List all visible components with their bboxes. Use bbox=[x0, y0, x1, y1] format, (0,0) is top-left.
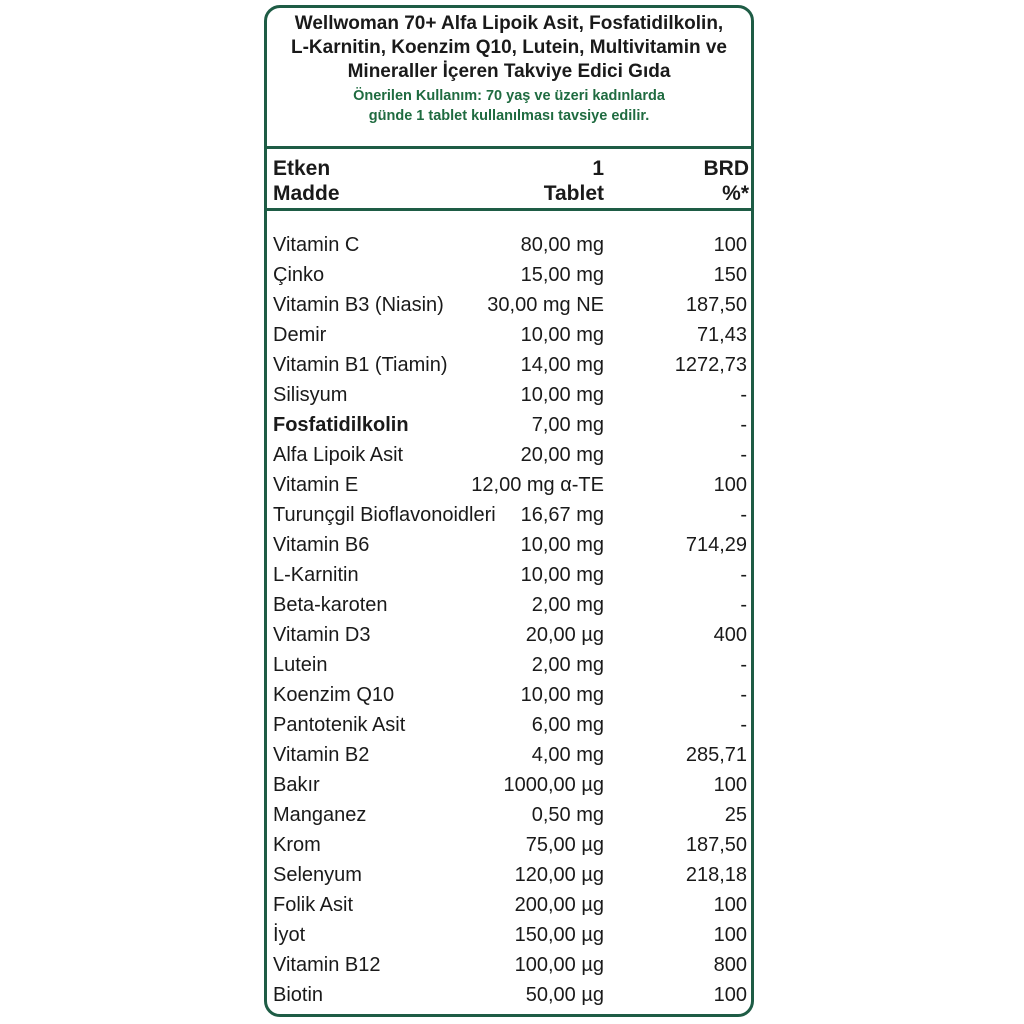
ingredient-amount: 80,00 mg bbox=[520, 234, 604, 256]
ingredient-brd: 150 bbox=[713, 264, 747, 286]
ingredient-name: İyot bbox=[273, 924, 306, 946]
ingredient-name: Demir bbox=[273, 324, 327, 346]
ingredient-name: Selenyum bbox=[273, 864, 362, 886]
table-row bbox=[267, 440, 751, 470]
ingredient-name: L-Karnitin bbox=[273, 564, 359, 586]
ingredient-amount: 1000,00 µg bbox=[503, 774, 604, 796]
ingredient-amount: 30,00 mg NE bbox=[487, 294, 604, 316]
ingredient-amount: 4,00 mg bbox=[531, 744, 604, 766]
ingredient-brd: 25 bbox=[724, 804, 747, 826]
ingredient-amount: 20,00 mg bbox=[520, 444, 604, 466]
ingredient-name: Koenzim Q10 bbox=[273, 684, 395, 706]
ingredient-amount: 10,00 mg bbox=[520, 324, 604, 346]
ingredient-amount: 100,00 µg bbox=[514, 954, 604, 976]
ingredient-brd: 100 bbox=[713, 234, 747, 256]
table-row bbox=[267, 320, 751, 350]
ingredient-brd: - bbox=[740, 594, 747, 616]
table-row bbox=[267, 890, 751, 920]
ingredient-amount: 150,00 µg bbox=[514, 924, 604, 946]
table-row bbox=[267, 830, 751, 860]
product-title bbox=[275, 12, 743, 84]
ingredient-brd: - bbox=[740, 504, 747, 526]
ingredient-name: Vitamin E bbox=[273, 474, 359, 496]
table-row bbox=[267, 500, 751, 530]
ingredient-brd: 714,29 bbox=[685, 534, 747, 556]
table-row bbox=[267, 380, 751, 410]
supplement-facts-panel bbox=[264, 5, 754, 1017]
column-header-line: Tablet bbox=[543, 182, 604, 205]
ingredient-amount: 0,50 mg bbox=[531, 804, 604, 826]
ingredient-brd: 100 bbox=[713, 924, 747, 946]
ingredient-amount: 12,00 mg α-TE bbox=[471, 474, 604, 496]
ingredient-amount: 15,00 mg bbox=[520, 264, 604, 286]
ingredient-name: Beta-karoten bbox=[273, 594, 388, 616]
ingredient-name: Manganez bbox=[273, 804, 367, 826]
ingredient-name: Biotin bbox=[273, 984, 324, 1006]
column-header-active-ingredient bbox=[273, 156, 340, 206]
ingredient-brd: - bbox=[740, 654, 747, 676]
ingredient-name: Çinko bbox=[273, 264, 325, 286]
table-row bbox=[267, 680, 751, 710]
column-header-brd-percent bbox=[639, 156, 749, 206]
column-header-line: %* bbox=[722, 182, 749, 205]
column-header-line: Etken bbox=[273, 157, 331, 180]
table-row bbox=[267, 260, 751, 290]
ingredient-brd: - bbox=[740, 684, 747, 706]
column-header-line: 1 bbox=[592, 157, 604, 180]
ingredient-name: Lutein bbox=[273, 654, 328, 676]
ingredient-brd: - bbox=[740, 564, 747, 586]
ingredient-amount: 50,00 µg bbox=[525, 984, 604, 1006]
ingredient-brd: 100 bbox=[713, 774, 747, 796]
table-row bbox=[267, 530, 751, 560]
ingredient-amount: 75,00 µg bbox=[525, 834, 604, 856]
ingredient-table-body bbox=[267, 230, 751, 1010]
table-row bbox=[267, 770, 751, 800]
ingredient-amount: 16,67 mg bbox=[520, 504, 604, 526]
ingredient-brd: - bbox=[740, 714, 747, 736]
table-row bbox=[267, 740, 751, 770]
title-line: Mineraller İçeren Takviye Edici Gıda bbox=[347, 61, 671, 82]
table-row bbox=[267, 650, 751, 680]
ingredient-brd: 100 bbox=[713, 984, 747, 1006]
ingredient-amount: 2,00 mg bbox=[531, 594, 604, 616]
table-row bbox=[267, 800, 751, 830]
ingredient-name: Silisyum bbox=[273, 384, 348, 406]
column-header-line: Madde bbox=[273, 182, 340, 205]
table-row bbox=[267, 950, 751, 980]
ingredient-amount: 2,00 mg bbox=[531, 654, 604, 676]
usage-line: Önerilen Kullanım: 70 yaş ve üzeri kadınlarda bbox=[353, 88, 665, 104]
ingredient-amount: 10,00 mg bbox=[520, 384, 604, 406]
column-header-per-tablet bbox=[467, 156, 604, 206]
header-divider bbox=[267, 146, 751, 149]
ingredient-name: Vitamin B2 bbox=[273, 744, 370, 766]
ingredient-brd: 187,50 bbox=[685, 294, 747, 316]
ingredient-name: Turunçgil Bioflavonoidleri bbox=[273, 504, 496, 526]
ingredient-brd: 400 bbox=[713, 624, 747, 646]
ingredient-name: Bakır bbox=[273, 774, 320, 796]
table-row bbox=[267, 620, 751, 650]
ingredient-amount: 10,00 mg bbox=[520, 684, 604, 706]
ingredient-brd: - bbox=[740, 384, 747, 406]
ingredient-brd: 1272,73 bbox=[674, 354, 747, 376]
table-header-divider bbox=[267, 208, 751, 211]
title-line: L-Karnitin, Koenzim Q10, Lutein, Multivitamin ve bbox=[291, 37, 727, 58]
ingredient-brd: 100 bbox=[713, 894, 747, 916]
ingredient-name: Vitamin B1 (Tiamin) bbox=[273, 354, 448, 376]
table-row bbox=[267, 560, 751, 590]
table-row bbox=[267, 290, 751, 320]
ingredient-name: Vitamin D3 bbox=[273, 624, 371, 646]
ingredient-brd: - bbox=[740, 444, 747, 466]
ingredient-name: Vitamin B6 bbox=[273, 534, 370, 556]
ingredient-name: Vitamin B3 (Niasin) bbox=[273, 294, 444, 316]
column-header-line: BRD bbox=[703, 157, 749, 180]
table-row bbox=[267, 920, 751, 950]
ingredient-brd: 218,18 bbox=[685, 864, 747, 886]
table-row bbox=[267, 230, 751, 260]
table-row bbox=[267, 350, 751, 380]
ingredient-name: Vitamin B12 bbox=[273, 954, 381, 976]
ingredient-brd: 285,71 bbox=[685, 744, 747, 766]
label-header bbox=[267, 8, 751, 149]
ingredient-brd: 71,43 bbox=[696, 324, 747, 346]
recommended-usage bbox=[287, 86, 731, 126]
ingredient-brd: 187,50 bbox=[685, 834, 747, 856]
ingredient-amount: 10,00 mg bbox=[520, 534, 604, 556]
table-row bbox=[267, 860, 751, 890]
ingredient-name: Vitamin C bbox=[273, 234, 360, 256]
ingredient-amount: 7,00 mg bbox=[531, 414, 604, 436]
ingredient-amount: 20,00 µg bbox=[525, 624, 604, 646]
ingredient-brd: 800 bbox=[713, 954, 747, 976]
ingredient-amount: 120,00 µg bbox=[514, 864, 604, 886]
ingredient-amount: 200,00 µg bbox=[514, 894, 604, 916]
ingredient-name: Alfa Lipoik Asit bbox=[273, 444, 404, 466]
ingredient-name: Folik Asit bbox=[273, 894, 354, 916]
table-row bbox=[267, 410, 751, 440]
ingredient-amount: 14,00 mg bbox=[520, 354, 604, 376]
ingredient-name: Fosfatidilkolin bbox=[273, 414, 409, 436]
ingredient-amount: 6,00 mg bbox=[531, 714, 604, 736]
ingredient-name: Pantotenik Asit bbox=[273, 714, 406, 736]
table-row bbox=[267, 980, 751, 1010]
ingredient-brd: - bbox=[740, 414, 747, 436]
ingredient-amount: 10,00 mg bbox=[520, 564, 604, 586]
usage-line: günde 1 tablet kullanılması tavsiye edilir. bbox=[368, 108, 650, 124]
table-row bbox=[267, 590, 751, 620]
ingredient-brd: 100 bbox=[713, 474, 747, 496]
ingredient-name: Krom bbox=[273, 834, 321, 856]
title-line: Wellwoman 70+ Alfa Lipoik Asit, Fosfatidilkolin, bbox=[294, 13, 724, 34]
table-row bbox=[267, 710, 751, 740]
table-row bbox=[267, 470, 751, 500]
